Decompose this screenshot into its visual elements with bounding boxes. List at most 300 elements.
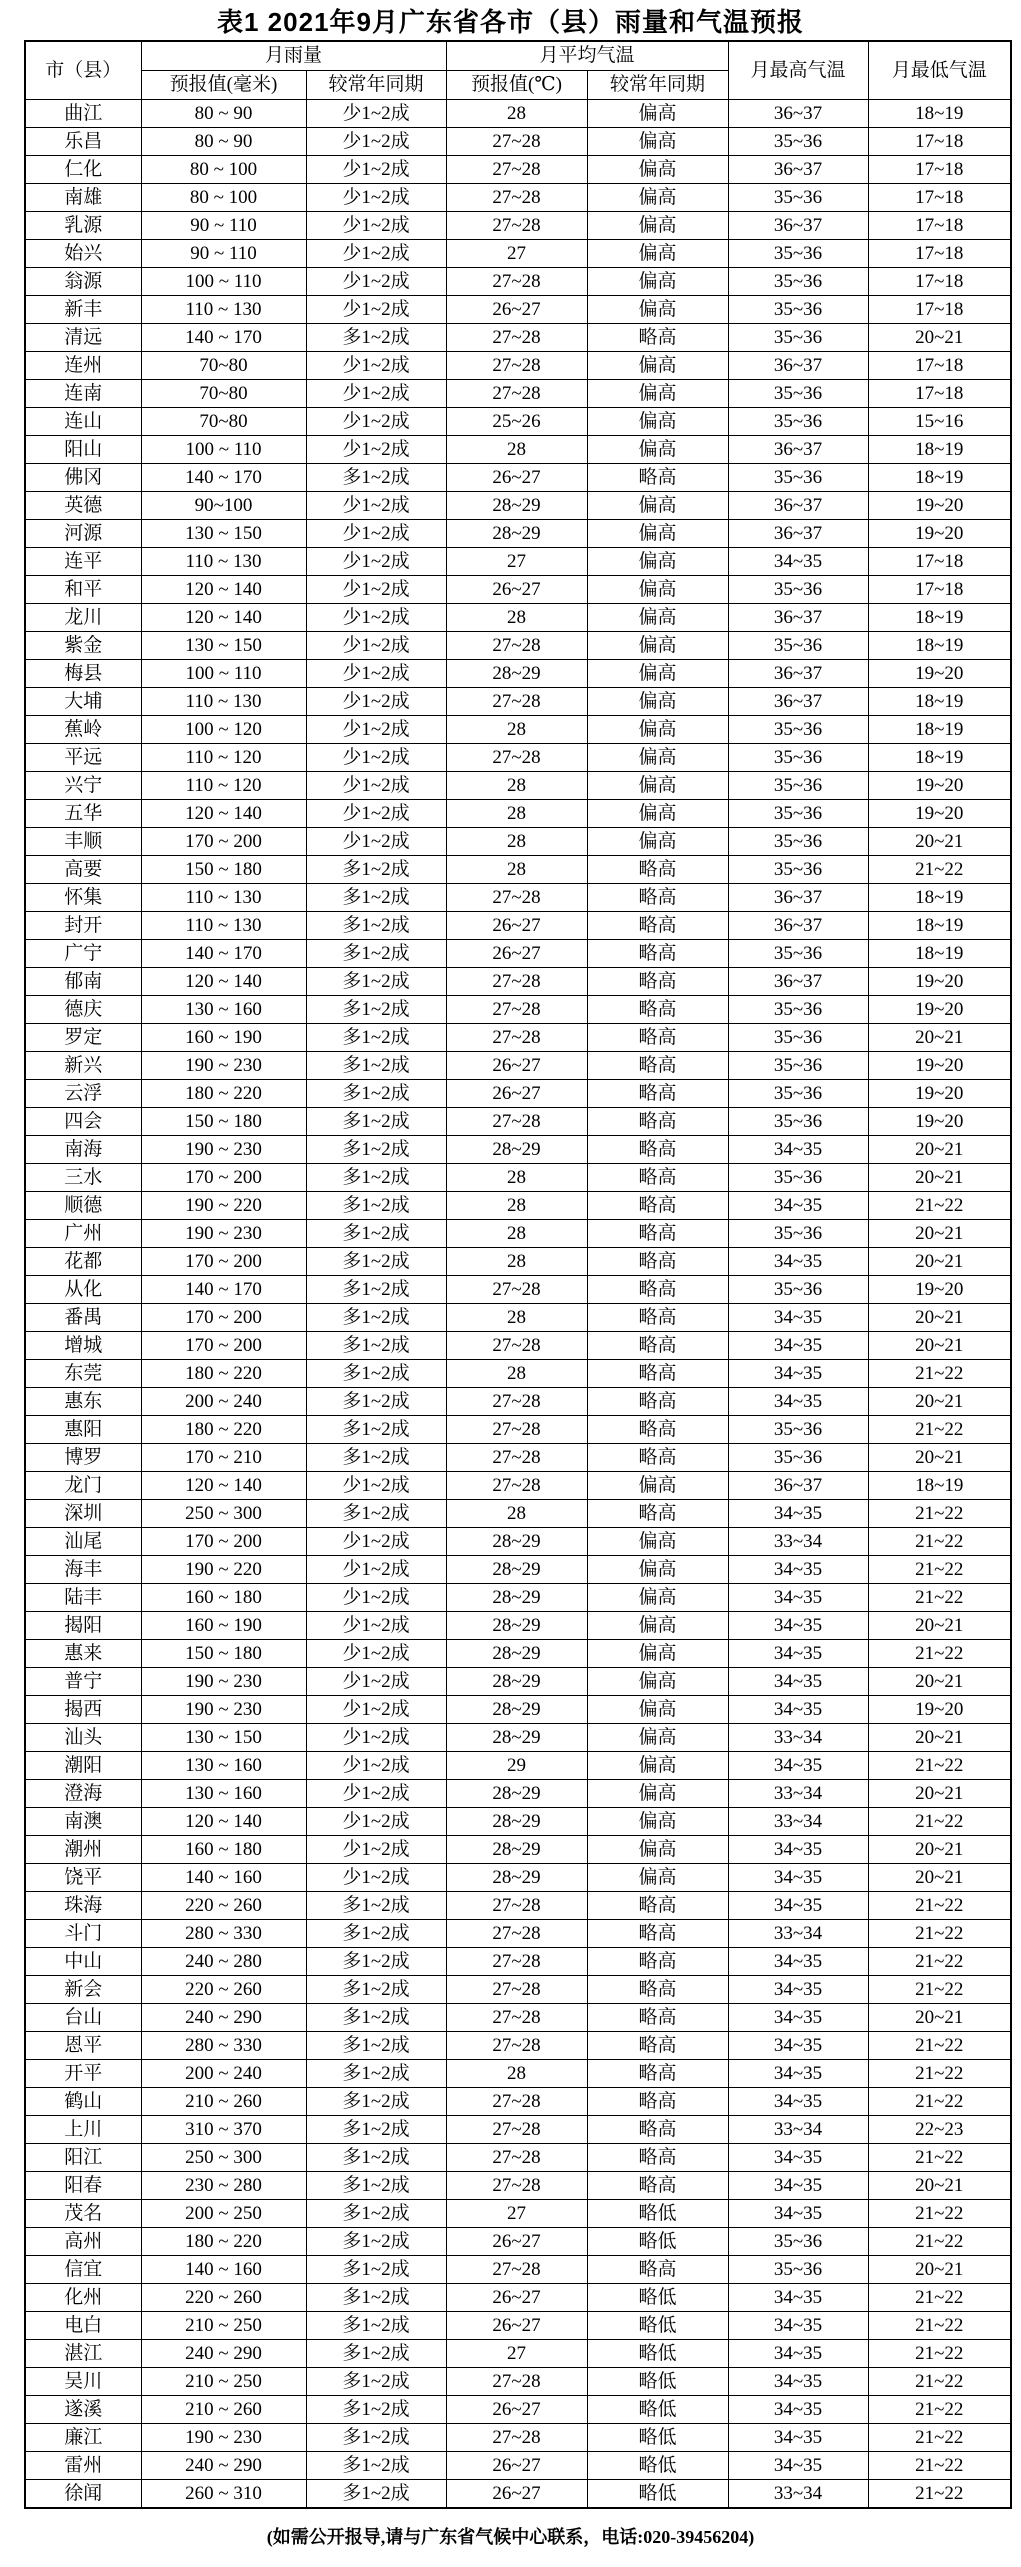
rain-value-cell: 190 ~ 230 <box>141 1668 306 1696</box>
rain-anomaly-cell: 多1~2成 <box>306 2312 446 2340</box>
max-temp-cell: 33~34 <box>728 2480 868 2509</box>
min-temp-cell: 18~19 <box>868 436 1011 464</box>
rain-value-cell: 190 ~ 220 <box>141 1556 306 1584</box>
rain-value-cell: 80 ~ 100 <box>141 156 306 184</box>
temp-anomaly-cell: 略高 <box>587 1024 728 1052</box>
rain-value-cell: 240 ~ 290 <box>141 2004 306 2032</box>
max-temp-cell: 34~35 <box>728 1304 868 1332</box>
rain-value-cell: 170 ~ 200 <box>141 828 306 856</box>
city-cell: 梅县 <box>25 660 141 688</box>
temp-anomaly-cell: 略高 <box>587 2144 728 2172</box>
temp-value-cell: 27~28 <box>446 2144 587 2172</box>
temp-value-cell: 25~26 <box>446 408 587 436</box>
table-row <box>25 1024 1011 1052</box>
temp-value-cell: 28~29 <box>446 1528 587 1556</box>
rain-value-cell: 190 ~ 230 <box>141 1220 306 1248</box>
rain-value-cell: 190 ~ 230 <box>141 1052 306 1080</box>
temp-anomaly-cell: 偏高 <box>587 212 728 240</box>
rain-anomaly-cell: 少1~2成 <box>306 604 446 632</box>
max-temp-cell: 35~36 <box>728 2256 868 2284</box>
rain-anomaly-cell: 多1~2成 <box>306 1416 446 1444</box>
min-temp-cell: 19~20 <box>868 1108 1011 1136</box>
rain-value-cell: 130 ~ 150 <box>141 520 306 548</box>
rain-anomaly-cell: 多1~2成 <box>306 1052 446 1080</box>
table-row <box>25 940 1011 968</box>
table-row <box>25 1332 1011 1360</box>
table-header <box>25 41 1011 100</box>
table-row <box>25 1528 1011 1556</box>
min-temp-cell: 21~22 <box>868 2200 1011 2228</box>
temp-anomaly-cell: 略低 <box>587 2200 728 2228</box>
table-row <box>25 240 1011 268</box>
min-temp-cell: 20~21 <box>868 1304 1011 1332</box>
max-temp-cell: 34~35 <box>728 2060 868 2088</box>
rain-value-cell: 140 ~ 160 <box>141 1864 306 1892</box>
table-row <box>25 856 1011 884</box>
temp-anomaly-cell: 偏高 <box>587 576 728 604</box>
max-temp-cell: 36~37 <box>728 212 868 240</box>
min-temp-cell: 21~22 <box>868 1360 1011 1388</box>
min-temp-cell: 21~22 <box>868 1500 1011 1528</box>
min-temp-cell: 21~22 <box>868 2228 1011 2256</box>
temp-anomaly-cell: 偏高 <box>587 156 728 184</box>
rain-anomaly-cell: 少1~2成 <box>306 1472 446 1500</box>
temp-anomaly-cell: 偏高 <box>587 1612 728 1640</box>
rain-anomaly-cell: 少1~2成 <box>306 1528 446 1556</box>
max-temp-cell: 35~36 <box>728 576 868 604</box>
max-temp-cell: 35~36 <box>728 324 868 352</box>
table-row <box>25 2256 1011 2284</box>
min-temp-cell: 19~20 <box>868 1276 1011 1304</box>
max-temp-cell: 33~34 <box>728 1920 868 1948</box>
rain-value-cell: 90~100 <box>141 492 306 520</box>
temp-value-cell: 28~29 <box>446 492 587 520</box>
min-temp-cell: 17~18 <box>868 352 1011 380</box>
rain-value-cell: 170 ~ 210 <box>141 1444 306 1472</box>
rain-anomaly-cell: 多1~2成 <box>306 2452 446 2480</box>
rain-value-cell: 80 ~ 90 <box>141 128 306 156</box>
temp-value-cell: 28~29 <box>446 1696 587 1724</box>
min-temp-cell: 21~22 <box>868 2452 1011 2480</box>
rain-value-cell: 110 ~ 130 <box>141 548 306 576</box>
temp-anomaly-cell: 略低 <box>587 2424 728 2452</box>
rain-anomaly-cell: 多1~2成 <box>306 2340 446 2368</box>
city-cell: 深圳 <box>25 1500 141 1528</box>
rain-anomaly-cell: 多1~2成 <box>306 2032 446 2060</box>
table-row <box>25 212 1011 240</box>
rain-anomaly-cell: 少1~2成 <box>306 380 446 408</box>
temp-value-cell: 28 <box>446 772 587 800</box>
temp-anomaly-cell: 略高 <box>587 856 728 884</box>
temp-value-cell: 28 <box>446 716 587 744</box>
city-cell: 南澳 <box>25 1808 141 1836</box>
min-temp-cell: 19~20 <box>868 1052 1011 1080</box>
temp-value-cell: 27~28 <box>446 1444 587 1472</box>
min-temp-cell: 21~22 <box>868 1528 1011 1556</box>
rain-value-cell: 120 ~ 140 <box>141 576 306 604</box>
temp-anomaly-cell: 略高 <box>587 1332 728 1360</box>
rain-anomaly-cell: 少1~2成 <box>306 352 446 380</box>
rain-value-cell: 250 ~ 300 <box>141 1500 306 1528</box>
city-cell: 三水 <box>25 1164 141 1192</box>
header-rain-group: 月雨量 <box>141 41 446 71</box>
city-cell: 封开 <box>25 912 141 940</box>
max-temp-cell: 33~34 <box>728 1528 868 1556</box>
temp-anomaly-cell: 略高 <box>587 2004 728 2032</box>
temp-value-cell: 27~28 <box>446 2172 587 2200</box>
min-temp-cell: 18~19 <box>868 1472 1011 1500</box>
temp-value-cell: 27~28 <box>446 1472 587 1500</box>
min-temp-cell: 21~22 <box>868 2060 1011 2088</box>
max-temp-cell: 34~35 <box>728 1836 868 1864</box>
temp-value-cell: 28~29 <box>446 1640 587 1668</box>
temp-anomaly-cell: 偏高 <box>587 436 728 464</box>
temp-anomaly-cell: 偏高 <box>587 632 728 660</box>
city-cell: 新兴 <box>25 1052 141 1080</box>
temp-value-cell: 27~28 <box>446 2368 587 2396</box>
temp-value-cell: 28 <box>446 2060 587 2088</box>
temp-value-cell: 27~28 <box>446 2032 587 2060</box>
city-cell: 蕉岭 <box>25 716 141 744</box>
min-temp-cell: 19~20 <box>868 996 1011 1024</box>
table-row <box>25 2088 1011 2116</box>
temp-anomaly-cell: 略高 <box>587 1248 728 1276</box>
temp-anomaly-cell: 偏高 <box>587 1472 728 1500</box>
rain-anomaly-cell: 多1~2成 <box>306 2256 446 2284</box>
city-cell: 花都 <box>25 1248 141 1276</box>
city-cell: 阳春 <box>25 2172 141 2200</box>
min-temp-cell: 21~22 <box>868 1556 1011 1584</box>
min-temp-cell: 19~20 <box>868 660 1011 688</box>
min-temp-cell: 19~20 <box>868 520 1011 548</box>
city-cell: 仁化 <box>25 156 141 184</box>
min-temp-cell: 18~19 <box>868 688 1011 716</box>
temp-anomaly-cell: 偏高 <box>587 128 728 156</box>
city-cell: 汕头 <box>25 1724 141 1752</box>
city-cell: 翁源 <box>25 268 141 296</box>
city-cell: 龙川 <box>25 604 141 632</box>
header-rain-anomaly: 较常年同期 <box>306 71 446 100</box>
city-cell: 大埔 <box>25 688 141 716</box>
rain-value-cell: 130 ~ 160 <box>141 1780 306 1808</box>
rain-anomaly-cell: 多1~2成 <box>306 2200 446 2228</box>
table-row <box>25 632 1011 660</box>
temp-value-cell: 28 <box>446 1164 587 1192</box>
temp-anomaly-cell: 略高 <box>587 2088 728 2116</box>
max-temp-cell: 34~35 <box>728 1892 868 1920</box>
table-row <box>25 1164 1011 1192</box>
rain-anomaly-cell: 多1~2成 <box>306 996 446 1024</box>
rain-anomaly-cell: 多1~2成 <box>306 968 446 996</box>
max-temp-cell: 35~36 <box>728 1444 868 1472</box>
max-temp-cell: 34~35 <box>728 2200 868 2228</box>
city-cell: 海丰 <box>25 1556 141 1584</box>
temp-value-cell: 28~29 <box>446 1136 587 1164</box>
table-row <box>25 1220 1011 1248</box>
city-cell: 乐昌 <box>25 128 141 156</box>
max-temp-cell: 34~35 <box>728 1332 868 1360</box>
rain-anomaly-cell: 少1~2成 <box>306 716 446 744</box>
min-temp-cell: 21~22 <box>868 2088 1011 2116</box>
rain-anomaly-cell: 多1~2成 <box>306 464 446 492</box>
table-row <box>25 604 1011 632</box>
temp-anomaly-cell: 略高 <box>587 2256 728 2284</box>
temp-anomaly-cell: 偏高 <box>587 744 728 772</box>
table-row <box>25 1864 1011 1892</box>
temp-anomaly-cell: 略高 <box>587 1304 728 1332</box>
temp-anomaly-cell: 偏高 <box>587 408 728 436</box>
rain-anomaly-cell: 少1~2成 <box>306 744 446 772</box>
max-temp-cell: 34~35 <box>728 1136 868 1164</box>
table-row <box>25 1808 1011 1836</box>
max-temp-cell: 36~37 <box>728 156 868 184</box>
table-row <box>25 1192 1011 1220</box>
city-cell: 广宁 <box>25 940 141 968</box>
rain-value-cell: 280 ~ 330 <box>141 2032 306 2060</box>
rain-anomaly-cell: 少1~2成 <box>306 492 446 520</box>
city-cell: 鹤山 <box>25 2088 141 2116</box>
table-row <box>25 884 1011 912</box>
table-row <box>25 2424 1011 2452</box>
max-temp-cell: 33~34 <box>728 1808 868 1836</box>
rain-value-cell: 130 ~ 160 <box>141 996 306 1024</box>
rain-anomaly-cell: 少1~2成 <box>306 800 446 828</box>
min-temp-cell: 19~20 <box>868 772 1011 800</box>
rain-anomaly-cell: 多1~2成 <box>306 2116 446 2144</box>
max-temp-cell: 35~36 <box>728 1164 868 1192</box>
temp-value-cell: 27~28 <box>446 1920 587 1948</box>
max-temp-cell: 34~35 <box>728 1668 868 1696</box>
table-row <box>25 1136 1011 1164</box>
temp-value-cell: 28 <box>446 1220 587 1248</box>
city-cell: 汕尾 <box>25 1528 141 1556</box>
max-temp-cell: 34~35 <box>728 1864 868 1892</box>
min-temp-cell: 21~22 <box>868 2144 1011 2172</box>
table-row <box>25 324 1011 352</box>
temp-value-cell: 27 <box>446 240 587 268</box>
table-row <box>25 828 1011 856</box>
rain-value-cell: 120 ~ 140 <box>141 968 306 996</box>
temp-value-cell: 28 <box>446 604 587 632</box>
rain-value-cell: 100 ~ 110 <box>141 436 306 464</box>
temp-anomaly-cell: 偏高 <box>587 828 728 856</box>
table-row <box>25 268 1011 296</box>
max-temp-cell: 36~37 <box>728 604 868 632</box>
city-cell: 南雄 <box>25 184 141 212</box>
header-max-temp: 月最高气温 <box>728 41 868 100</box>
temp-anomaly-cell: 略高 <box>587 1920 728 1948</box>
min-temp-cell: 20~21 <box>868 1864 1011 1892</box>
temp-value-cell: 26~27 <box>446 2312 587 2340</box>
min-temp-cell: 17~18 <box>868 576 1011 604</box>
rain-anomaly-cell: 少1~2成 <box>306 408 446 436</box>
table-row <box>25 1108 1011 1136</box>
max-temp-cell: 33~34 <box>728 1724 868 1752</box>
rain-anomaly-cell: 多1~2成 <box>306 1136 446 1164</box>
rain-anomaly-cell: 多1~2成 <box>306 2088 446 2116</box>
city-cell: 惠东 <box>25 1388 141 1416</box>
table-row <box>25 968 1011 996</box>
max-temp-cell: 35~36 <box>728 184 868 212</box>
rain-value-cell: 210 ~ 250 <box>141 2312 306 2340</box>
rain-anomaly-cell: 多1~2成 <box>306 2228 446 2256</box>
rain-value-cell: 160 ~ 190 <box>141 1612 306 1640</box>
max-temp-cell: 34~35 <box>728 1192 868 1220</box>
city-cell: 曲江 <box>25 100 141 128</box>
temp-value-cell: 26~27 <box>446 576 587 604</box>
rain-anomaly-cell: 少1~2成 <box>306 1640 446 1668</box>
max-temp-cell: 34~35 <box>728 2424 868 2452</box>
temp-anomaly-cell: 略高 <box>587 1360 728 1388</box>
max-temp-cell: 34~35 <box>728 1752 868 1780</box>
rain-anomaly-cell: 多1~2成 <box>306 324 446 352</box>
rain-value-cell: 220 ~ 260 <box>141 1892 306 1920</box>
table-row <box>25 352 1011 380</box>
temp-value-cell: 27~28 <box>446 2004 587 2032</box>
table-row <box>25 1948 1011 1976</box>
max-temp-cell: 34~35 <box>728 1248 868 1276</box>
city-cell: 从化 <box>25 1276 141 1304</box>
rain-anomaly-cell: 少1~2成 <box>306 1808 446 1836</box>
min-temp-cell: 21~22 <box>868 1892 1011 1920</box>
temp-anomaly-cell: 略高 <box>587 2032 728 2060</box>
city-cell: 紫金 <box>25 632 141 660</box>
table-row <box>25 2200 1011 2228</box>
rain-value-cell: 210 ~ 260 <box>141 2088 306 2116</box>
rain-anomaly-cell: 少1~2成 <box>306 1864 446 1892</box>
city-cell: 南海 <box>25 1136 141 1164</box>
min-temp-cell: 20~21 <box>868 1836 1011 1864</box>
rain-anomaly-cell: 多1~2成 <box>306 1164 446 1192</box>
city-cell: 和平 <box>25 576 141 604</box>
rain-anomaly-cell: 少1~2成 <box>306 520 446 548</box>
min-temp-cell: 21~22 <box>868 2368 1011 2396</box>
rain-anomaly-cell: 多1~2成 <box>306 2480 446 2509</box>
rain-anomaly-cell: 多1~2成 <box>306 1892 446 1920</box>
table-row <box>25 2284 1011 2312</box>
city-cell: 连平 <box>25 548 141 576</box>
rain-value-cell: 70~80 <box>141 380 306 408</box>
city-cell: 怀集 <box>25 884 141 912</box>
rain-value-cell: 90 ~ 110 <box>141 212 306 240</box>
rain-anomaly-cell: 少1~2成 <box>306 212 446 240</box>
rain-anomaly-cell: 多1~2成 <box>306 1304 446 1332</box>
min-temp-cell: 20~21 <box>868 1668 1011 1696</box>
min-temp-cell: 18~19 <box>868 632 1011 660</box>
temp-anomaly-cell: 偏高 <box>587 296 728 324</box>
rain-anomaly-cell: 少1~2成 <box>306 828 446 856</box>
temp-value-cell: 26~27 <box>446 1080 587 1108</box>
temp-anomaly-cell: 略高 <box>587 968 728 996</box>
max-temp-cell: 35~36 <box>728 800 868 828</box>
max-temp-cell: 35~36 <box>728 408 868 436</box>
table-row <box>25 408 1011 436</box>
rain-value-cell: 180 ~ 220 <box>141 1360 306 1388</box>
table-row <box>25 1836 1011 1864</box>
city-cell: 惠阳 <box>25 1416 141 1444</box>
table-row <box>25 464 1011 492</box>
table-row <box>25 1500 1011 1528</box>
city-cell: 茂名 <box>25 2200 141 2228</box>
temp-value-cell: 26~27 <box>446 2480 587 2509</box>
rain-anomaly-cell: 少1~2成 <box>306 576 446 604</box>
rain-anomaly-cell: 多1~2成 <box>306 1360 446 1388</box>
city-cell: 连山 <box>25 408 141 436</box>
rain-anomaly-cell: 少1~2成 <box>306 1752 446 1780</box>
max-temp-cell: 35~36 <box>728 716 868 744</box>
max-temp-cell: 35~36 <box>728 940 868 968</box>
table-row <box>25 1612 1011 1640</box>
rain-anomaly-cell: 少1~2成 <box>306 268 446 296</box>
table-row <box>25 996 1011 1024</box>
rain-value-cell: 240 ~ 290 <box>141 2452 306 2480</box>
temp-value-cell: 27~28 <box>446 1108 587 1136</box>
temp-value-cell: 27~28 <box>446 128 587 156</box>
table-row <box>25 1416 1011 1444</box>
rain-value-cell: 120 ~ 140 <box>141 1808 306 1836</box>
city-cell: 阳江 <box>25 2144 141 2172</box>
rain-anomaly-cell: 多1~2成 <box>306 2424 446 2452</box>
min-temp-cell: 15~16 <box>868 408 1011 436</box>
min-temp-cell: 17~18 <box>868 184 1011 212</box>
temp-anomaly-cell: 略高 <box>587 1080 728 1108</box>
city-cell: 兴宁 <box>25 772 141 800</box>
temp-anomaly-cell: 略高 <box>587 2172 728 2200</box>
min-temp-cell: 20~21 <box>868 2004 1011 2032</box>
header-city: 市（县） <box>25 41 141 100</box>
city-cell: 龙门 <box>25 1472 141 1500</box>
rain-anomaly-cell: 少1~2成 <box>306 100 446 128</box>
city-cell: 英德 <box>25 492 141 520</box>
temp-value-cell: 28 <box>446 1248 587 1276</box>
table-row <box>25 1920 1011 1948</box>
table-row <box>25 436 1011 464</box>
city-cell: 阳山 <box>25 436 141 464</box>
rain-value-cell: 140 ~ 160 <box>141 2256 306 2284</box>
city-cell: 遂溪 <box>25 2396 141 2424</box>
max-temp-cell: 34~35 <box>728 2368 868 2396</box>
city-cell: 广州 <box>25 1220 141 1248</box>
min-temp-cell: 21~22 <box>868 1808 1011 1836</box>
header-avg-temp-group: 月平均气温 <box>446 41 728 71</box>
city-cell: 佛冈 <box>25 464 141 492</box>
max-temp-cell: 34~35 <box>728 1388 868 1416</box>
max-temp-cell: 34~35 <box>728 1360 868 1388</box>
max-temp-cell: 35~36 <box>728 380 868 408</box>
temp-value-cell: 27~28 <box>446 1892 587 1920</box>
city-cell: 潮阳 <box>25 1752 141 1780</box>
city-cell: 东莞 <box>25 1360 141 1388</box>
table-body <box>25 100 1011 2509</box>
temp-value-cell: 27~28 <box>446 632 587 660</box>
city-cell: 平远 <box>25 744 141 772</box>
max-temp-cell: 34~35 <box>728 2312 868 2340</box>
temp-anomaly-cell: 略低 <box>587 2396 728 2424</box>
temp-value-cell: 26~27 <box>446 1052 587 1080</box>
city-cell: 电白 <box>25 2312 141 2340</box>
rain-anomaly-cell: 少1~2成 <box>306 548 446 576</box>
temp-anomaly-cell: 略高 <box>587 1192 728 1220</box>
min-temp-cell: 20~21 <box>868 1388 1011 1416</box>
city-cell: 饶平 <box>25 1864 141 1892</box>
table-row <box>25 520 1011 548</box>
city-cell: 廉江 <box>25 2424 141 2452</box>
city-cell: 化州 <box>25 2284 141 2312</box>
rain-value-cell: 70~80 <box>141 352 306 380</box>
temp-value-cell: 27~28 <box>446 968 587 996</box>
max-temp-cell: 34~35 <box>728 2340 868 2368</box>
temp-anomaly-cell: 略高 <box>587 324 728 352</box>
